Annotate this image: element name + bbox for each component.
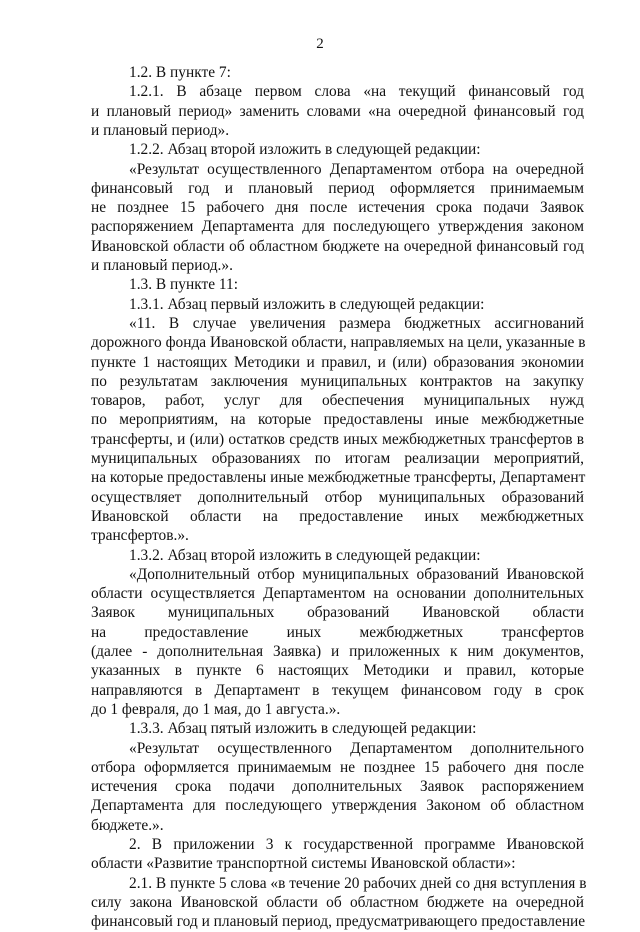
- text-line: «Результат осуществленного Департаментом дополнительного: [129, 739, 584, 757]
- text-line: 1.2. В пункте 7:: [129, 64, 231, 81]
- text-line: 1.3.3. Абзац пятый изложить в следующей редакции:: [129, 720, 477, 738]
- text-line: 1.3. В пункте 11:: [129, 276, 238, 294]
- text-line: области осуществляется Департаментом на основании дополнительных: [91, 585, 584, 603]
- text-line: распоряжением Департамента для последующего утверждения законом: [91, 218, 584, 236]
- text-line: трансферты, и (или) остатков средств иных межбюджетных трансфертов в: [91, 430, 584, 448]
- text-line: 1.2.1. В абзаце первом слова «на текущий финансовый год: [129, 83, 584, 101]
- text-line: и плановый период» заменить словами «на очередной финансовый год: [91, 102, 584, 120]
- text-line: пункте 1 настоящих Методики и правил, и (или) образования экономии: [91, 353, 584, 371]
- text-line: по мероприятиям, на которые предоставлены иные межбюджетные: [91, 411, 584, 429]
- text-line: и плановый период.».: [91, 257, 233, 274]
- text-line: трансфертов.».: [91, 527, 189, 545]
- page-number: 2: [316, 36, 324, 52]
- text-line: по результатам заключения муниципальных контрактов на закупку: [91, 372, 584, 390]
- text-line: отбора оформляется принимаемым не позднее 15 рабочего дня после: [91, 758, 584, 776]
- text-line: до 1 февраля, до 1 мая, до 1 августа.».: [91, 700, 341, 718]
- text-line: Заявок муниципальных образований Ивановской области: [91, 604, 584, 622]
- text-line: (далее - дополнительная Заявка) и приложенных к ним документов,: [91, 643, 584, 660]
- text-line: истечения срока подачи дополнительных Заявок распоряжением: [91, 778, 584, 796]
- text-line: «11. В случае увеличения размера бюджетных ассигнований: [129, 314, 584, 332]
- text-line: 1.3.1. Абзац первый изложить в следующей редакции:: [129, 295, 485, 313]
- text-line: осуществляет дополнительный отбор муниципальных образований: [91, 488, 584, 506]
- text-line: Ивановской области на предоставление иных межбюджетных: [91, 507, 584, 525]
- text-line: дорожного фонда Ивановской области, направляемых на цели, указанные в: [91, 334, 586, 352]
- text-line: 1.2.2. Абзац второй изложить в следующей редакции:: [129, 141, 481, 159]
- text-line: товаров, работ, услуг для обеспечения муниципальных нужд: [91, 392, 584, 410]
- text-line: муниципальных образованиях по итогам реализации мероприятий,: [91, 450, 584, 467]
- text-line: направляются в Департамент в текущем финансовом году в срок: [91, 681, 584, 699]
- text-line: и плановый период».: [91, 121, 230, 139]
- text-line: Департамента для последующего утверждения Законом об областном: [91, 797, 584, 815]
- text-line: на которые предоставлены иные межбюджетные трансферты, Департамент: [91, 469, 586, 487]
- text-line: указанных в пункте 6 настоящих Методики и правил, которые: [91, 662, 584, 680]
- text-line: финансовый год и плановый период оформляется принимаемым: [91, 179, 584, 197]
- text-line: Ивановской области об областном бюджете на очередной финансовый год: [91, 237, 584, 255]
- text-line: на предоставление иных межбюджетных трансфертов: [91, 623, 584, 641]
- text-line: 2.1. В пункте 5 слова «в течение 20 рабочих дней со дня вступления в: [129, 874, 587, 892]
- text-line: финансовый год и плановый период, предусматривающего предоставление: [91, 913, 586, 931]
- text-line: «Дополнительный отбор муниципальных образований Ивановской: [129, 565, 584, 583]
- text-line: силу закона Ивановской области об областном бюджете на очередной: [91, 893, 584, 911]
- text-line: бюджете.».: [91, 816, 164, 834]
- text-line: области «Развитие транспортной системы Ивановской области»:: [91, 855, 516, 873]
- text-line: «Результат осуществленного Департаментом отбора на очередной: [129, 160, 584, 178]
- text-line: 1.3.2. Абзац второй изложить в следующей редакции:: [129, 546, 481, 564]
- text-line: 2. В приложении 3 к государственной программе Ивановской: [129, 836, 584, 853]
- text-line: не позднее 15 рабочего дня после истечения срока подачи Заявок: [91, 199, 584, 217]
